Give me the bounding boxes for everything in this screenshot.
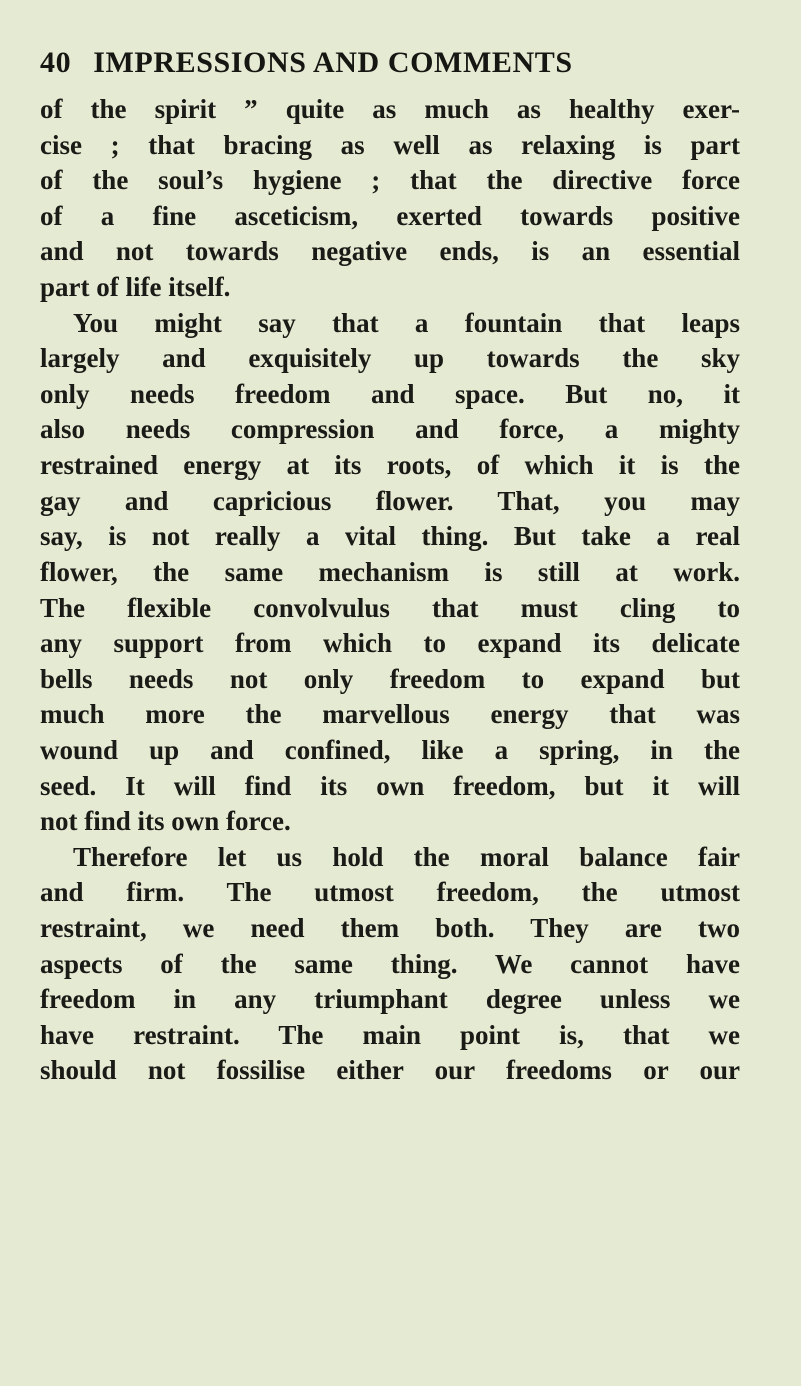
text-line: also needs compression and force, a mighty — [40, 414, 740, 445]
text-line: bells needs not only freedom to expand but — [40, 663, 740, 694]
text-line: of the soul’s hygiene ; that the directive force — [40, 165, 740, 196]
text-line: not find its own force. — [40, 806, 291, 837]
body-text — [40, 92, 740, 1089]
page-number: 40 — [40, 46, 72, 79]
text-line: any support from which to expand its delicate — [40, 628, 740, 659]
text-line: and firm. The utmost freedom, the utmost — [40, 877, 740, 908]
text-line: flower, the same mechanism is still at work. — [40, 556, 740, 587]
text-line: only needs freedom and space. But no, it — [40, 378, 740, 409]
text-line: You might say that a fountain that leaps — [73, 307, 740, 338]
text-line: aspects of the same thing. We cannot have — [40, 948, 740, 979]
text-line: should not fossilise either our freedoms or our — [40, 1055, 740, 1086]
text-line: of the spirit ” quite as much as healthy exer- — [40, 94, 740, 124]
running-title: IMPRESSIONS AND COMMENTS — [93, 46, 573, 79]
text-line: wound up and confined, like a spring, in the — [40, 734, 740, 765]
text-line: The flexible convolvulus that must cling to — [40, 592, 740, 623]
text-line: say, is not really a vital thing. But take a real — [40, 521, 740, 552]
text-line: much more the marvellous energy that was — [40, 699, 740, 730]
text-line: restraint, we need them both. They are two — [40, 913, 740, 944]
text-line: of a fine asceticism, exerted towards positive — [40, 200, 740, 231]
text-line: restrained energy at its roots, of which it is the — [40, 450, 740, 481]
text-line: have restraint. The main point is, that we — [40, 1019, 740, 1050]
text-line: Therefore let us hold the moral balance fair — [73, 841, 740, 872]
running-head — [40, 38, 660, 88]
text-line: part of life itself. — [40, 272, 231, 303]
text-line: largely and exquisitely up towards the sky — [40, 343, 740, 374]
text-line: and not towards negative ends, is an essential — [40, 236, 740, 267]
text-line: freedom in any triumphant degree unless we — [40, 984, 740, 1015]
text-line: seed. It will find its own freedom, but it will — [40, 770, 740, 801]
text-line: cise ; that bracing as well as relaxing is part — [40, 129, 740, 160]
text-line: gay and capricious flower. That, you may — [40, 485, 740, 516]
